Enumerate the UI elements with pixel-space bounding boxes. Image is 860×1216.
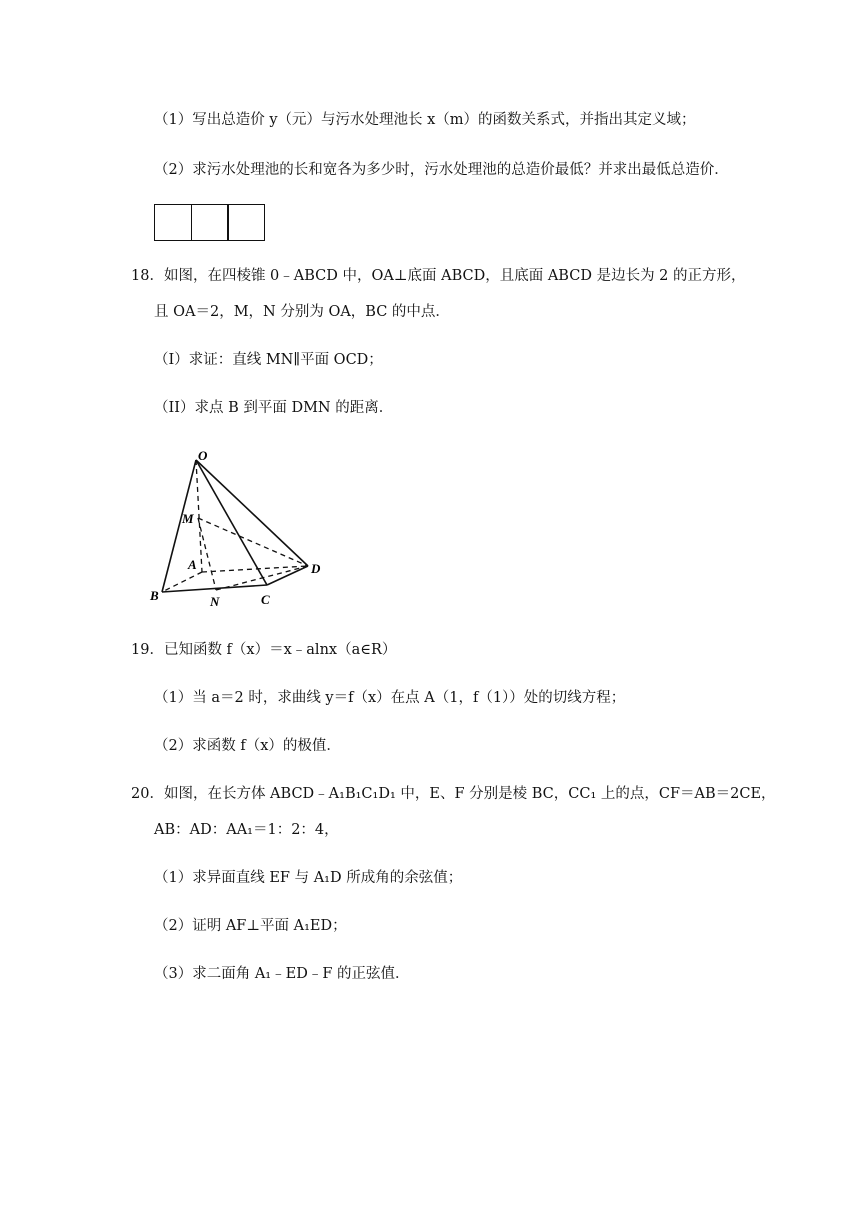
q19-statement: 19．已知函数 f（x）＝x﹣alnx（a∈R） xyxy=(131,642,397,658)
q18-part1: （I）求证：直线 MN∥平面 OCD； xyxy=(154,352,383,368)
vertex-label-N: N xyxy=(210,594,220,609)
q18-statement-line2: 且 OA＝2，M，N 分别为 OA，BC 的中点． xyxy=(154,304,450,320)
q18-statement-line1: 18．如图，在四棱锥 0﹣ABCD 中，OA⊥底面 ABCD，且底面 ABCD 是边长为 2 的正方形， xyxy=(131,268,746,284)
vertex-label-D: D xyxy=(311,561,321,576)
q19-part2: （2）求函数 f（x）的极值． xyxy=(154,738,341,754)
vertex-label-M: M xyxy=(182,511,194,526)
q18-part2: （II）求点 B 到平面 DMN 的距离． xyxy=(154,400,394,416)
vertex-label-O: O xyxy=(198,448,208,463)
q20-part1: （1）求异面直线 EF 与 A₁D 所成角的余弦值； xyxy=(154,870,463,886)
diagram-cell xyxy=(227,204,265,241)
q17-part1: （1）写出总造价 y（元）与污水处理池长 x（m）的函数关系式，并指出其定义域； xyxy=(154,112,696,128)
diagram-cell xyxy=(154,204,192,241)
vertex-label-B: B xyxy=(150,588,159,603)
q20-part3: （3）求二面角 A₁﹣ED﹣F 的正弦值． xyxy=(154,966,410,982)
q20-part2: （2）证明 AF⊥平面 A₁ED； xyxy=(154,918,347,934)
q17-part2: （2）求污水处理池的长和宽各为多少时，污水处理池的总造价最低？并求出最低总造价． xyxy=(154,162,729,178)
vertex-label-C: C xyxy=(261,592,270,607)
q20-statement-line2: AB：AD：AA₁＝1：2：4， xyxy=(154,822,339,838)
three-cell-diagram xyxy=(154,204,265,241)
diagram-cell xyxy=(191,204,229,241)
vertex-label-A: A xyxy=(188,557,197,572)
pyramid-figure xyxy=(140,440,340,615)
q20-statement-line1: 20．如图，在长方体 ABCD﹣A₁B₁C₁D₁ 中，E、F 分别是棱 BC，CC₁ 上的点，CF＝AB＝2CE， xyxy=(131,786,776,802)
q19-part1: （1）当 a＝2 时，求曲线 y＝f（x）在点 A（1，f（1））处的切线方程； xyxy=(154,690,626,706)
